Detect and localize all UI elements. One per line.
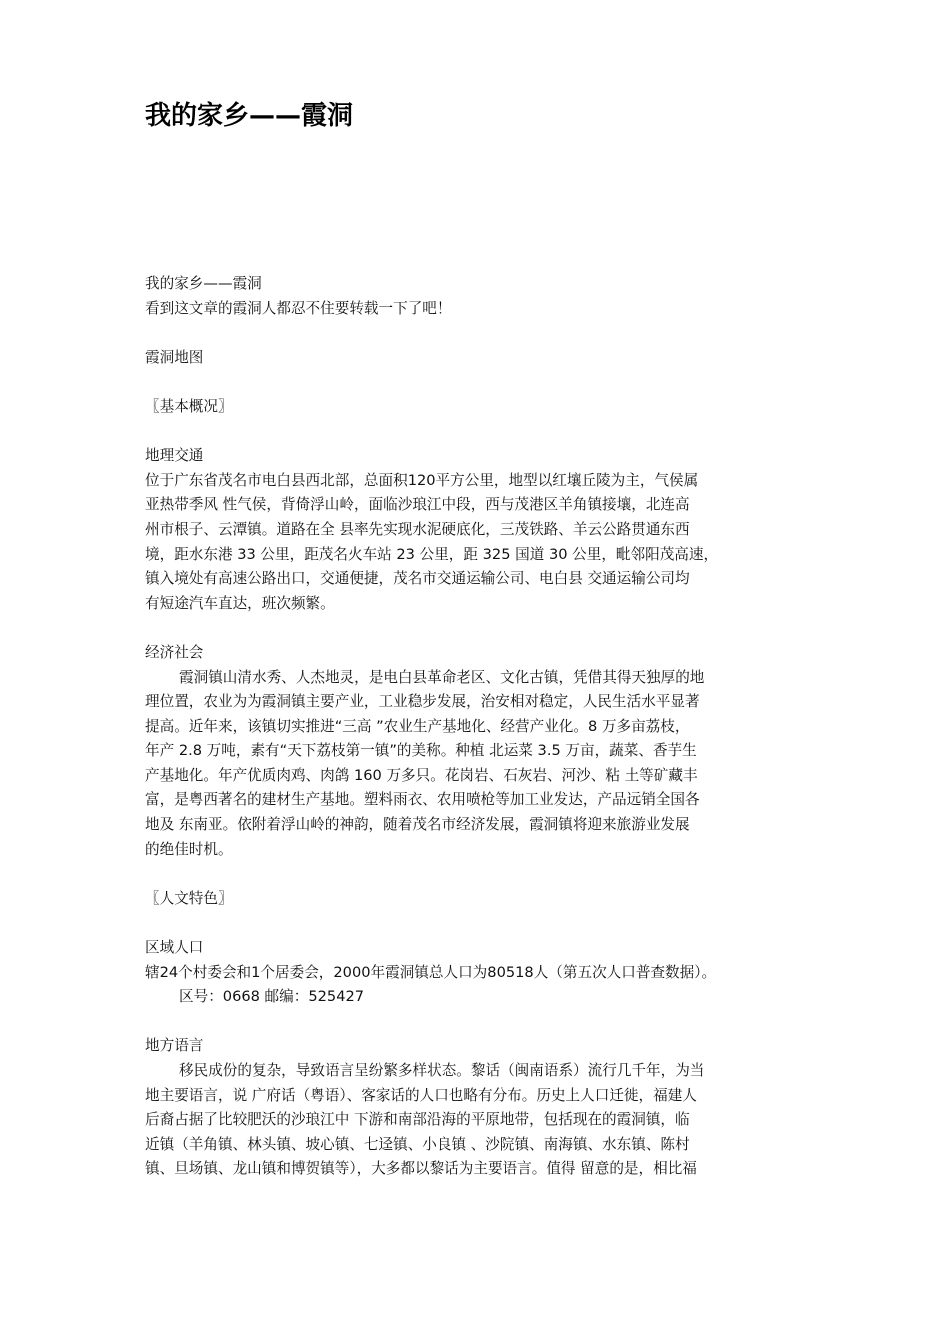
geo-heading: 地理交通 [145,447,204,465]
paragraph-line: 富，是粤西著名的建材生产基地。塑料雨衣、农用喷枪等加工业发达，产品远销全国各 [145,791,700,809]
econ-heading: 经济社会 [145,643,204,661]
postal-info: 区号：0668 邮编：525427 [179,988,365,1006]
paragraph-line: 理位置，农业为为霞洞镇主要产业，工业稳步发展，治安相对稳定，人民生活水平显著 [145,693,700,711]
population-text: 辖24个村委会和1个居委会，2000年霞洞镇总人口为80518人（第五次人口普查数据）。 [145,963,717,981]
paragraph-line: 年产 2.8 万吨，素有“天下荔枝第一镇”的美称。种植 北运菜 3.5 万亩，蔬菜、香芋生 [145,742,697,760]
paragraph-line: 的绝佳时机。 [145,840,233,858]
paragraph-gap [145,321,817,346]
paragraph-line: 近镇（羊角镇、林头镇、坡心镇、七迳镇、小良镇 、沙院镇、南海镇、水东镇、陈村 [145,1135,690,1153]
map-label: 霞洞地图 [145,348,204,366]
paragraph-line: 亚热带季风 性气侯，背倚浮山岭，面临沙琅江中段，西与茂港区羊角镇接壤，北连高 [145,496,690,514]
population-heading: 区域人口 [145,939,204,957]
paragraph-line: 地主要语言，说 广府话（粤语）、客家话的人口也略有分布。历史上人口迁徙，福建人 [145,1086,697,1104]
paragraph-line: 产基地化。年产优质肉鸡、肉鸽 160 万多只。花岗岩、石灰岩、河沙、粘 土等矿藏丰 [145,766,698,784]
paragraph-line: 镇、旦场镇、龙山镇和博贺镇等），大多都以黎话为主要语言。值得 留意的是，相比福 [145,1160,697,1178]
section-heading-basic: 〖基本概况〗 [145,397,233,415]
paragraph-line: 移民成份的复杂，导致语言呈纷繁多样状态。黎话（闽南语系）流行几千年，为当 [179,1062,705,1079]
intro-note: 看到这文章的霞洞人都忍不住要转载一下了吧！ [145,299,452,317]
paragraph-gap [145,616,817,641]
paragraph-line: 霞洞镇山清水秀、人杰地灵，是电白县革命老区、文化古镇，凭借其得天独厚的地 [179,668,705,686]
section-heading-culture: 〖人文特色〗 [145,889,233,907]
paragraph-line: 地及 东南亚。依附着浮山岭的神韵，随着茂名市经济发展，霞洞镇将迎来旅游业发展 [145,816,690,834]
paragraph-line: 位于广东省茂名市电白县西北部，总面积120平方公里，地型以红壤丘陵为主，气侯属 [145,471,699,489]
paragraph-line: 境，距水东港 33 公里，距茂名火车站 23 公里，距 325 国道 30 公里，毗邻阳茂高速， [145,545,719,563]
document-body [145,272,817,1182]
paragraph-line: 州市根子、云潭镇。道路在全 县率先实现水泥硬底化，三茂铁路、羊云公路贯通东西 [145,520,690,538]
paragraph-line: 镇入境处有高速公路出口，交通便捷，茂名市交通运输公司、电白县 交通运输公司均 [145,570,690,588]
language-heading: 地方语言 [145,1037,204,1055]
paragraph-gap [145,420,817,445]
paragraph-line: 提高。近年来，该镇切实推进“三高 ”农业生产基地化、经营产业化。8 万多亩荔枝， [145,717,690,735]
document-title: 我的家乡——霞洞 [145,101,354,131]
paragraph-gap [145,1010,817,1035]
paragraph-gap [145,862,817,887]
paragraph-gap [145,370,817,395]
paragraph-gap [145,911,817,936]
paragraph-line: 有短途汽车直达，班次频繁。 [145,594,335,612]
paragraph-line: 后裔占据了比较肥沃的沙琅江中 下游和南部沿海的平原地带，包括现在的霞洞镇，临 [145,1111,690,1129]
intro-heading: 我的家乡——霞洞 [145,275,262,292]
